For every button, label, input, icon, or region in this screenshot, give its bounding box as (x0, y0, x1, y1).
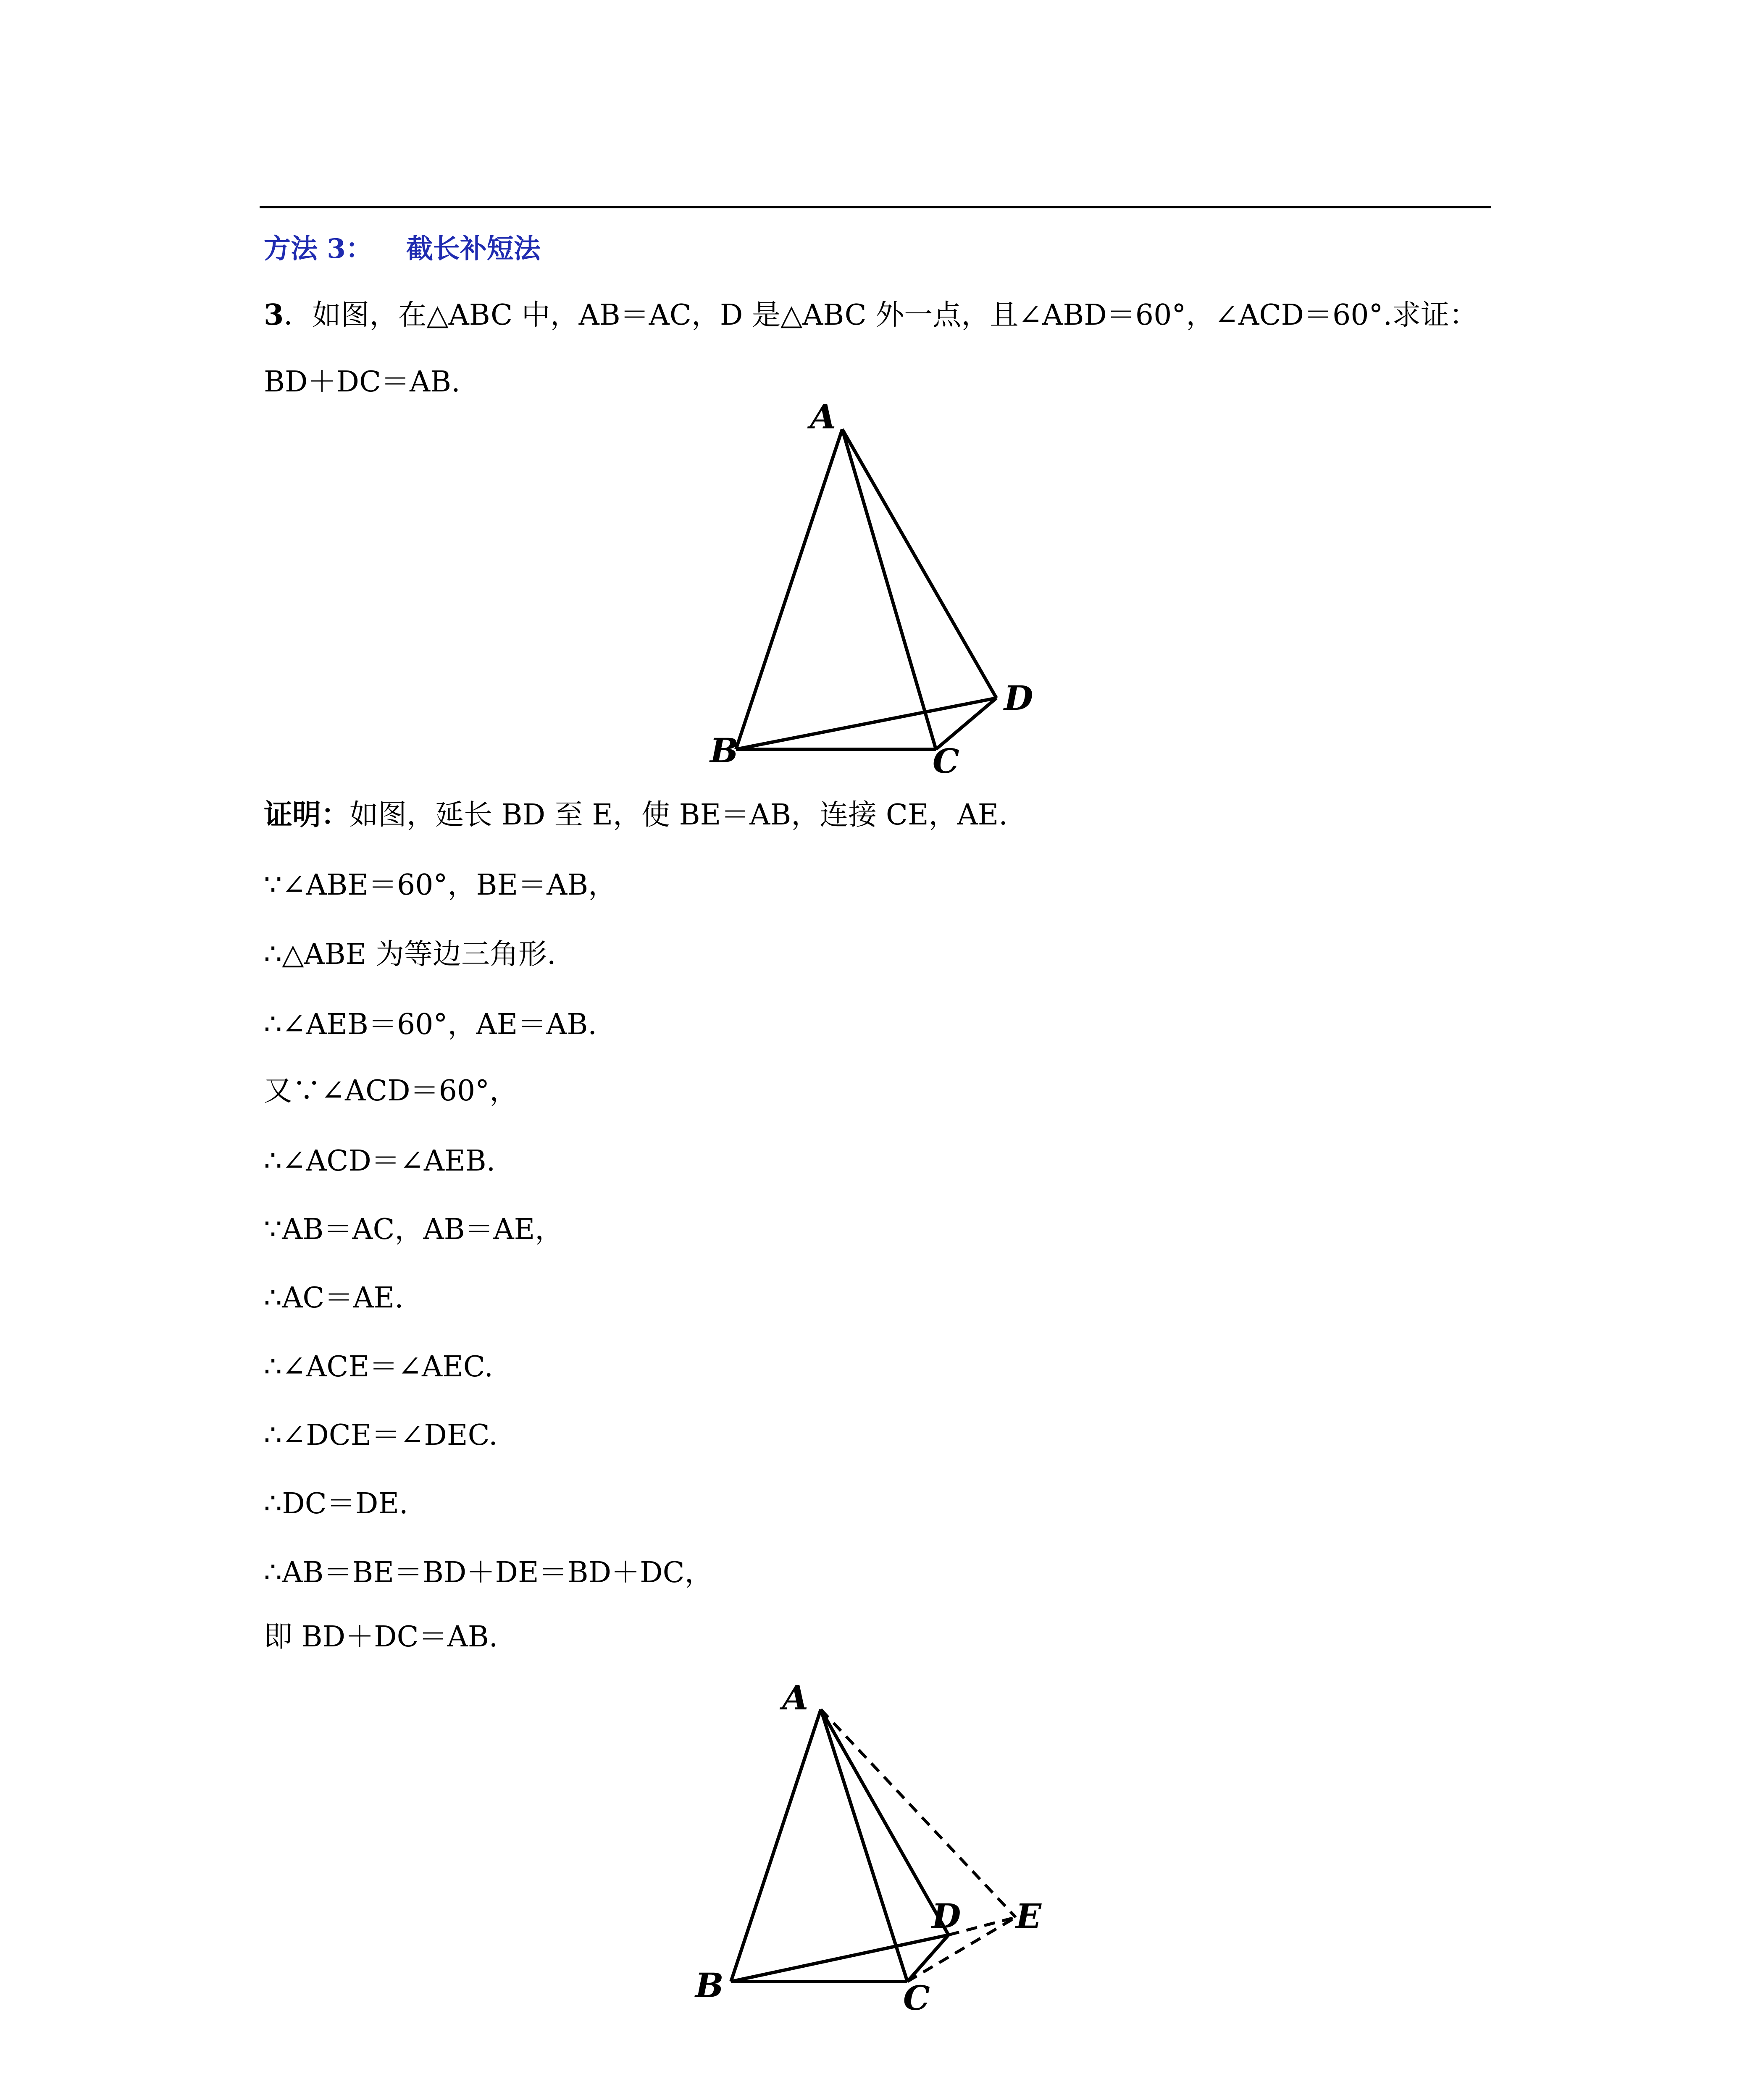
method-title: 截长补短法 (406, 233, 541, 265)
label-c: C (903, 1978, 930, 2018)
proof-step: ∴DC＝DE. (264, 1487, 408, 1520)
segment-ac (842, 429, 936, 749)
problem-number: 3 (264, 298, 284, 332)
label-d: D (1004, 678, 1033, 718)
problem-line-1: ．如图，在△ABC 中，AB＝AC，D 是△ABC 外一点，且∠ABD＝60°，∠ACD＝60°.求证： (284, 299, 1478, 332)
label-a: A (782, 1678, 809, 1717)
proof-intro (264, 796, 1008, 834)
problem-line-2: BD＋DC＝AB. (264, 365, 460, 399)
segment-ce-dashed (907, 1917, 1016, 1982)
proof-intro-text: 如图，延长 BD 至 E，使 BE＝AB，连接 CE，AE. (350, 798, 1008, 832)
proof-step: ∵AB＝AC，AB＝AE， (264, 1213, 564, 1246)
segment-ad (842, 429, 996, 698)
method-label: 方法 3： (264, 233, 373, 265)
proof-step: ∴∠DCE＝∠DEC. (264, 1419, 498, 1452)
problem-statement (264, 296, 1478, 334)
figure-2 (672, 1672, 1067, 2037)
proof-step: ∴AB＝BE＝BD＋DE＝BD＋DC， (264, 1556, 713, 1589)
segment-bd (731, 1935, 949, 1982)
proof-label: 证明： (264, 798, 350, 832)
label-c: C (933, 741, 959, 781)
label-b: B (710, 731, 738, 770)
proof-step: 又∵∠ACD＝60°， (264, 1074, 518, 1108)
segment-ab (736, 429, 842, 749)
segment-ae-dashed (821, 1709, 1016, 1917)
segment-ab (731, 1709, 821, 1982)
label-d: D (932, 1896, 961, 1936)
proof-step: ∴∠ACE＝∠AEC. (264, 1350, 493, 1383)
label-e: E (1016, 1896, 1041, 1936)
proof-step: ∴△ABE 为等边三角形. (264, 938, 556, 971)
proof-step: ∵∠ABE＝60°，BE＝AB， (264, 869, 617, 902)
proof-step: ∴AC＝AE. (264, 1281, 404, 1315)
proof-step: ∴∠AEB＝60°，AE＝AB. (264, 1008, 597, 1041)
label-a: A (810, 403, 836, 436)
section-heading (264, 230, 541, 268)
segment-ac (821, 1709, 907, 1982)
segment-ad (821, 1709, 949, 1935)
label-b: B (695, 1966, 724, 2005)
proof-step: 即 BD＋DC＝AB. (264, 1620, 498, 1654)
proof-step: ∴∠ACD＝∠AEB. (264, 1144, 496, 1178)
figure-1 (697, 403, 1050, 781)
header-rule (260, 206, 1491, 208)
